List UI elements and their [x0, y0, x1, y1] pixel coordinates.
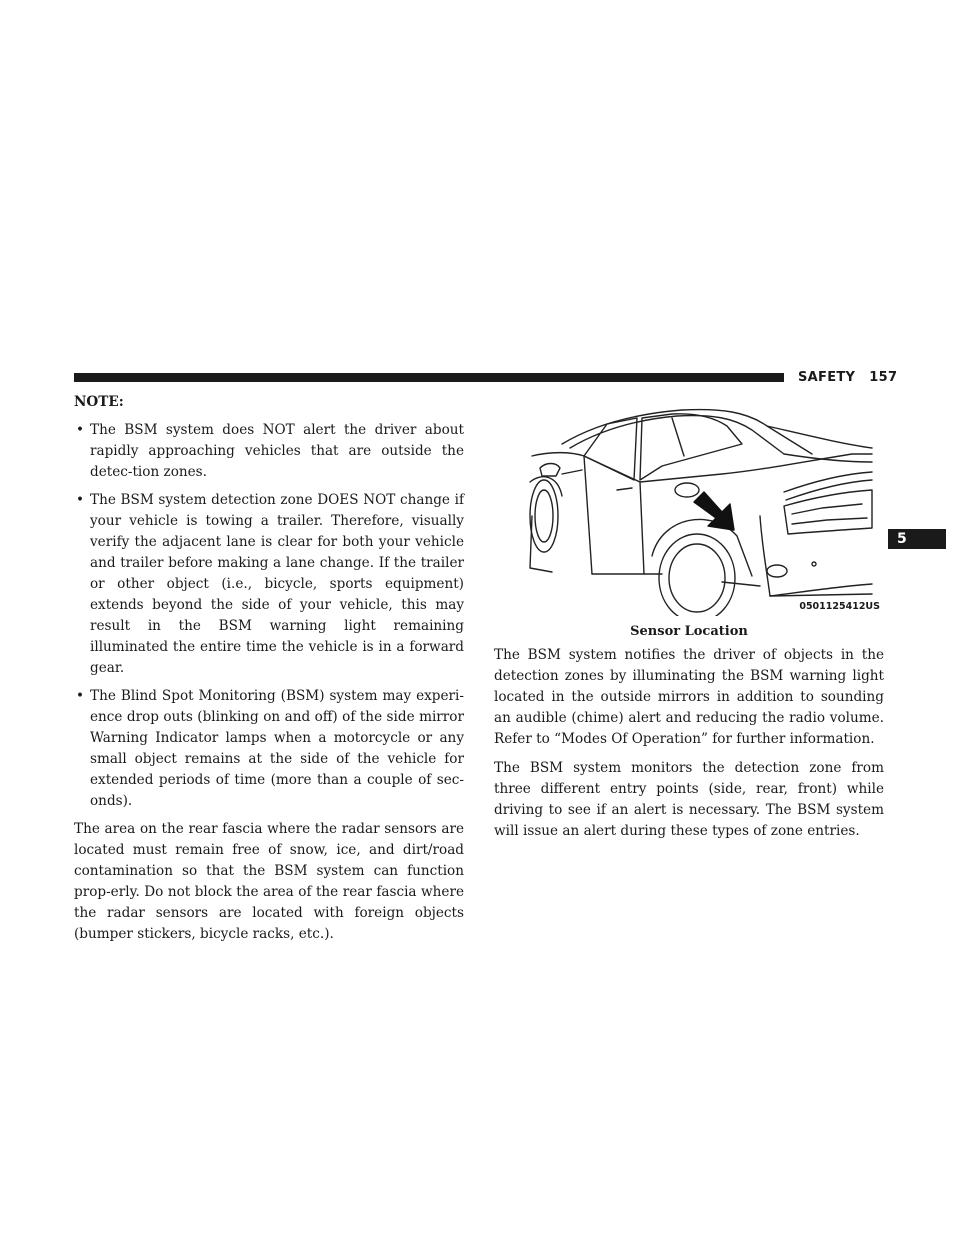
- chapter-tab: 5: [888, 529, 946, 549]
- bullet-icon: •: [76, 422, 85, 438]
- left-column: [74, 392, 464, 953]
- header-rule: [74, 373, 784, 382]
- bullet-text: The BSM system does NOT alert the driver about rapidly approaching vehicles that are outside the detec-tion zones.: [90, 422, 464, 480]
- figure-code: 0501125412US: [799, 601, 880, 612]
- body-paragraph: The area on the rear fascia where the radar sensors are located must remain free of snow, ice, and dirt/road contamination so that the BSM system can function prop-erly. Do not block the area of the rear fascia where the radar sensors are located with foreign objects (bumper stickers, bicycle racks, etc.).: [74, 821, 464, 942]
- page-number: 157: [869, 370, 898, 385]
- running-header: [798, 368, 897, 388]
- bullet-icon: •: [76, 492, 85, 508]
- note-bullet: [74, 490, 464, 679]
- body-paragraph: The BSM system notifies the driver of objects in the detection zones by illuminating the BSM warning light located in the outside mirrors in addition to sounding an audible (chime) alert and reducing the radio volume. Refer to “Modes Of Operation” for further information.: [494, 647, 884, 747]
- section-title: SAFETY: [798, 370, 856, 385]
- note-title: NOTE:: [74, 394, 124, 410]
- note-bullet: [74, 420, 464, 483]
- right-column: [494, 645, 884, 850]
- bullet-text: The Blind Spot Monitoring (BSM) system may experi-ence drop outs (blinking on and off) of the side mirror Warning Indicator lamps when a motorcycle or any small object remains at the side of the vehicle for extended periods of time (more than a couple of sec-onds).: [90, 688, 464, 809]
- note-bullet: [74, 686, 464, 812]
- sensor-location-figure: [522, 396, 880, 616]
- bullet-icon: •: [76, 688, 85, 704]
- car-rear-illustration: [522, 396, 880, 616]
- body-paragraph: The BSM system monitors the detection zone from three different entry points (side, rear, front) while driving to see if an alert is necessary. The BSM system will issue an alert during these types of zone entries.: [494, 760, 884, 839]
- figure-caption: Sensor Location: [630, 624, 748, 639]
- bullet-text: The BSM system detection zone DOES NOT change if your vehicle is towing a trailer. Therefore, visually verify the adjacent lane is clear for both your vehicle and trailer before making a lane change. If the trailer or other object (i.e., bicycle, sports equipment) extends beyond the side of your vehicle, this may result in the BSM warning light remaining illuminated the entire time the vehicle is in a forward gear.: [90, 492, 464, 676]
